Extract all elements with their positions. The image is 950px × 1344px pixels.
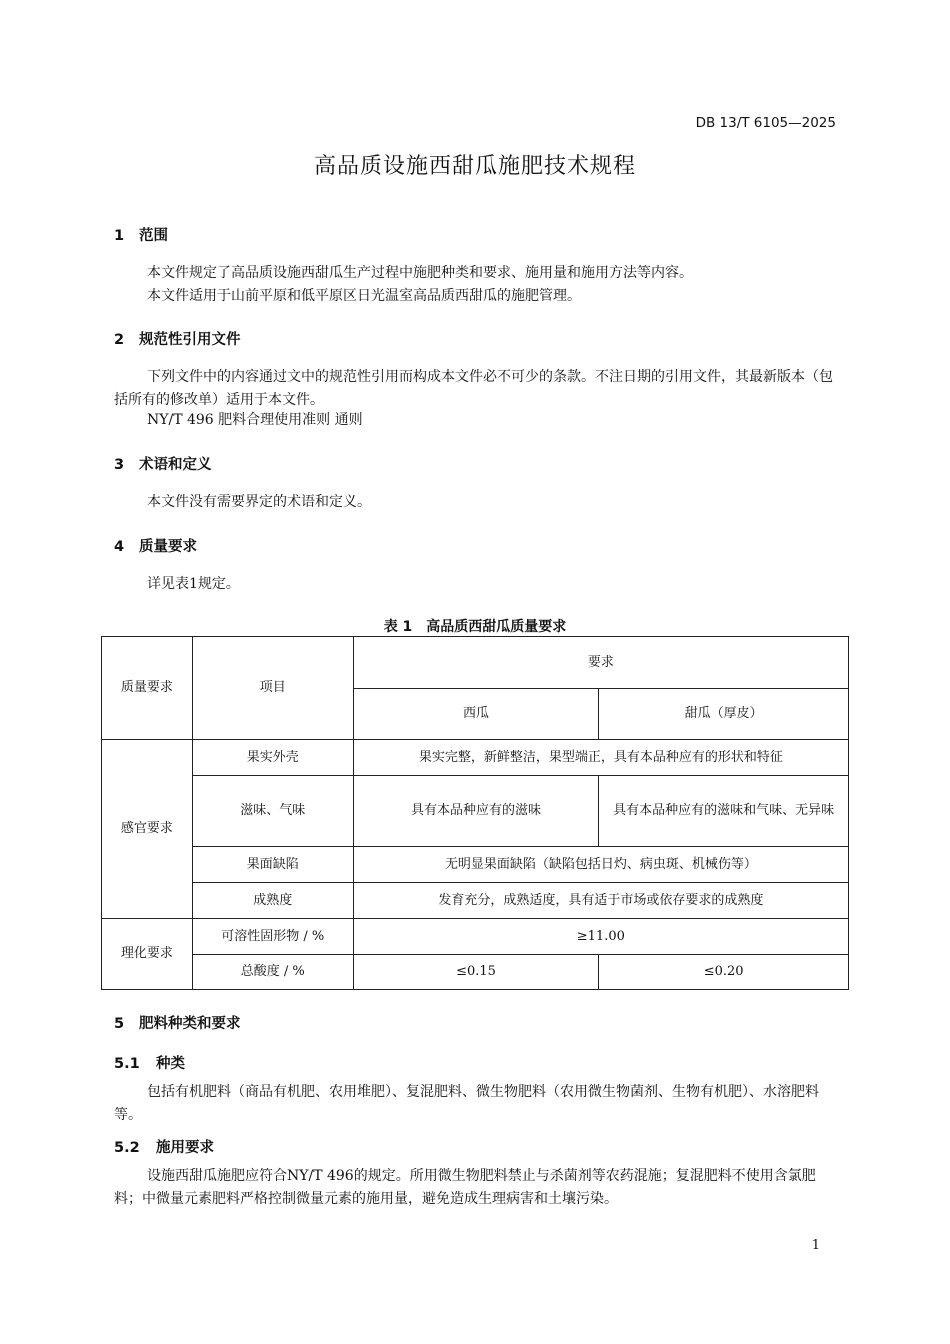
- group-physchem: 理化要求: [102, 919, 193, 990]
- item-cell: 果面缺陷: [192, 847, 353, 883]
- table-row: [102, 847, 849, 883]
- value-cell-melon: ≤0.20: [599, 955, 849, 990]
- paragraph: 下列文件中的内容通过文中的规范性引用而构成本文件必不可少的条款。不注日期的引用文件，其最新版本（包括所有的修改单）适用于本文件。: [114, 369, 833, 408]
- table-row: [102, 776, 849, 847]
- table-row: [102, 740, 849, 776]
- value-cell: 果实完整，新鲜整洁，果型端正，具有本品种应有的形状和特征: [353, 740, 848, 776]
- section-number: 1: [114, 228, 125, 244]
- item-cell: 总酸度 / %: [192, 955, 353, 990]
- section-1-heading: [114, 224, 168, 245]
- group-sensory: 感官要求: [102, 740, 193, 919]
- section-number: 3: [114, 457, 125, 473]
- section-5-1-heading: [114, 1052, 185, 1073]
- header-item: 项目: [192, 637, 353, 740]
- item-cell: 滋味、气味: [192, 776, 353, 847]
- header-requirement: 要求: [353, 637, 848, 689]
- section-5-2-heading: [114, 1136, 214, 1157]
- section-title: 规范性引用文件: [139, 332, 241, 348]
- value-cell: ≥11.00: [353, 919, 848, 955]
- section-3-heading: [114, 453, 212, 474]
- value-cell: 无明显果面缺陷（缺陷包括日灼、病虫斑、机械伤等）: [353, 847, 848, 883]
- table-row: [102, 883, 849, 919]
- page-number: 1: [811, 1238, 820, 1253]
- section-2-heading: [114, 328, 241, 349]
- section-title: 质量要求: [139, 539, 197, 555]
- item-cell: 可溶性固形物 / %: [192, 919, 353, 955]
- paragraph: 本文件规定了高品质设施西甜瓜生产过程中施肥种类和要求、施用量和施用方法等内容。: [147, 265, 693, 281]
- paragraph: 本文件适用于山前平原和低平原区日光温室高品质西甜瓜的施肥管理。: [147, 288, 581, 304]
- normative-reference: NY/T 496 肥料合理使用准则 通则: [147, 412, 363, 428]
- section-title: 术语和定义: [139, 457, 212, 473]
- section-title: 肥料种类和要求: [139, 1016, 241, 1032]
- paragraph: 详见表1规定。: [147, 576, 240, 592]
- section-4-heading: [114, 535, 197, 556]
- section-title: 范围: [139, 228, 168, 244]
- section-5-heading: [114, 1012, 241, 1033]
- value-cell-watermelon: 具有本品种应有的滋味: [353, 776, 599, 847]
- section-number: 5: [114, 1016, 125, 1032]
- table-row: [102, 637, 849, 689]
- page-title: 高品质设施西甜瓜施肥技术规程: [313, 154, 636, 179]
- item-cell: 成熟度: [192, 883, 353, 919]
- section-number: 2: [114, 332, 125, 348]
- header-melon: 甜瓜（厚皮）: [599, 689, 849, 740]
- section-number: 4: [114, 539, 125, 555]
- paragraph: 本文件没有需要界定的术语和定义。: [147, 494, 371, 510]
- value-cell-melon: 具有本品种应有的滋味和气味、无异味: [599, 776, 849, 847]
- value-cell-watermelon: ≤0.15: [353, 955, 599, 990]
- item-cell: 果实外壳: [192, 740, 353, 776]
- paragraph: 包括有机肥料（商品有机肥、农用堆肥）、复混肥料、微生物肥料（农用微生物菌剂、生物有机肥）、水溶肥料等。: [114, 1084, 819, 1123]
- table-row: [102, 919, 849, 955]
- quality-table: [101, 636, 849, 990]
- header-quality: 质量要求: [102, 637, 193, 740]
- section-number: 5.1: [114, 1056, 140, 1072]
- table-caption: 表 1 高品质西甜瓜质量要求: [383, 619, 567, 635]
- paragraph: 设施西甜瓜施肥应符合NY/T 496的规定。所用微生物肥料禁止与杀菌剂等农药混施；复混肥料不使用含氯肥料；中微量元素肥料严格控制微量元素的施用量，避免造成生理病害和土壤污染。: [114, 1168, 816, 1207]
- header-watermelon: 西瓜: [353, 689, 599, 740]
- section-title: 施用要求: [156, 1140, 214, 1156]
- table-row: [102, 955, 849, 990]
- doc-number: DB 13/T 6105—2025: [695, 115, 836, 131]
- value-cell: 发育充分，成熟适度，具有适于市场或依存要求的成熟度: [353, 883, 848, 919]
- section-number: 5.2: [114, 1140, 140, 1156]
- section-title: 种类: [156, 1056, 185, 1072]
